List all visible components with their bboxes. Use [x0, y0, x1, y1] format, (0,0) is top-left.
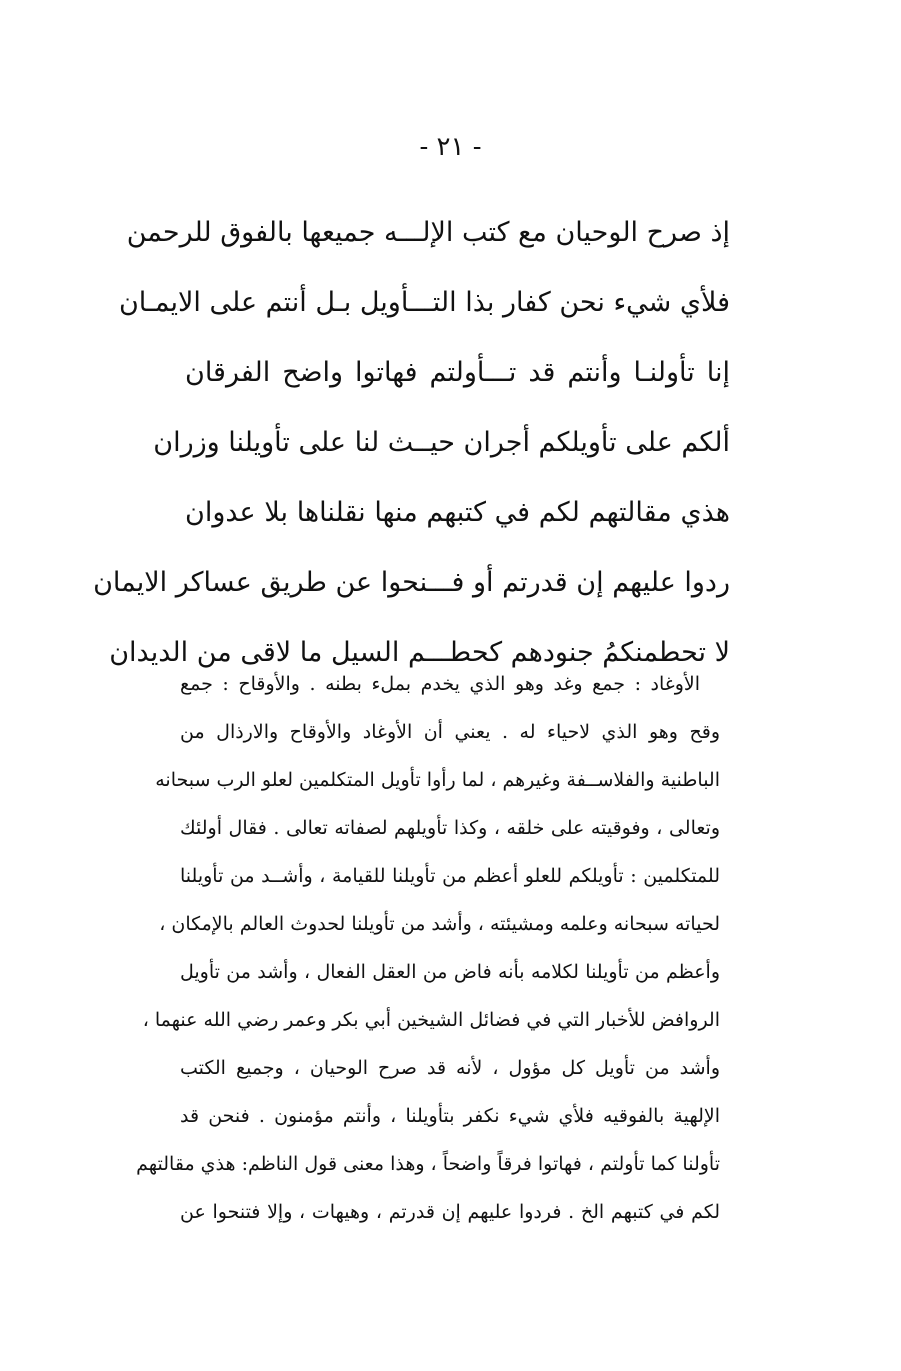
poem-verse: لا تحطمنكمُ جنودهم كحطـــم السيل ما لاقى من الديدان [109, 637, 730, 668]
commentary-block [136, 660, 720, 1236]
poem-verse: ألكم على تأويلكم أجران حيــث لنا على تأويلنا وزران [153, 427, 730, 458]
poem-block [93, 198, 730, 688]
page-number: - ٢١ - [419, 132, 482, 162]
poem-verse: فلأي شيء نحن كفار بذا التـــأويل بـل أنتم على الايمـان [118, 287, 730, 318]
commentary-line: وتعالى ، وفوقيته على خلقه ، وكذا تأويلهم لصفاته تعالى . فقال أولئك [180, 817, 720, 839]
commentary-line: الإلهية بالفوقيه فلأي شيء نكفر بتأويلنا ، وأنتم مؤمنون . فنحن قد [180, 1105, 720, 1127]
commentary-line: الباطنية والفلاســفة وغيرهم ، لما رأوا تأويل المتكلمين لعلو الرب سبحانه [155, 769, 720, 791]
commentary-line: تأولنا كما تأولتم ، فهاتوا فرقاً واضحاً ، وهذا معنى قول الناظم: هذي مقالتهم [136, 1153, 720, 1175]
commentary-line: وقح وهو الذي لاحياء له . يعني أن الأوغاد والأوقاح والارذال من [180, 721, 720, 743]
poem-verse: ردوا عليهم إن قدرتم أو فـــنحوا عن طريق عساكر الايمان [93, 567, 730, 598]
poem-verse: إذ صرح الوحيان مع كتب الإلـــه جميعها بالفوق للرحمن [126, 217, 730, 248]
commentary-line: وأشد من تأويل كل مؤول ، لأنه قد صرح الوحيان ، وجميع الكتب [180, 1057, 720, 1079]
commentary-line: لكم في كتبهم الخ . فردوا عليهم إن قدرتم ، وهيهات ، وإلا فتنحوا عن [180, 1201, 720, 1223]
commentary-line: الأوغاد : جمع وغد وهو الذي يخدم بملء بطنه . والأوقاح : جمع [180, 673, 700, 695]
commentary-line: للمتكلمين : تأويلكم للعلو أعظم من تأويلنا للقيامة ، وأشــد من تأويلنا [180, 865, 720, 887]
poem-verse: هذي مقالتهم لكم في كتبهم منها نقلناها بلا عدوان [185, 497, 730, 528]
commentary-line: لحياته سبحانه وعلمه ومشيئته ، وأشد من تأويلنا لحدوث العالم بالإمكان ، [159, 913, 720, 935]
commentary-line: وأعظم من تأويلنا لكلامه بأنه فاض من العقل الفعال ، وأشد من تأويل [180, 961, 720, 983]
commentary-line: الروافض للأخبار التي في فضائل الشيخين أبي بكر وعمر رضي الله عنهما ، [142, 1009, 720, 1031]
poem-verse: إنا تأولنـا وأنتم قد تـــأولتم فهاتوا واضح الفرقان [185, 357, 730, 388]
